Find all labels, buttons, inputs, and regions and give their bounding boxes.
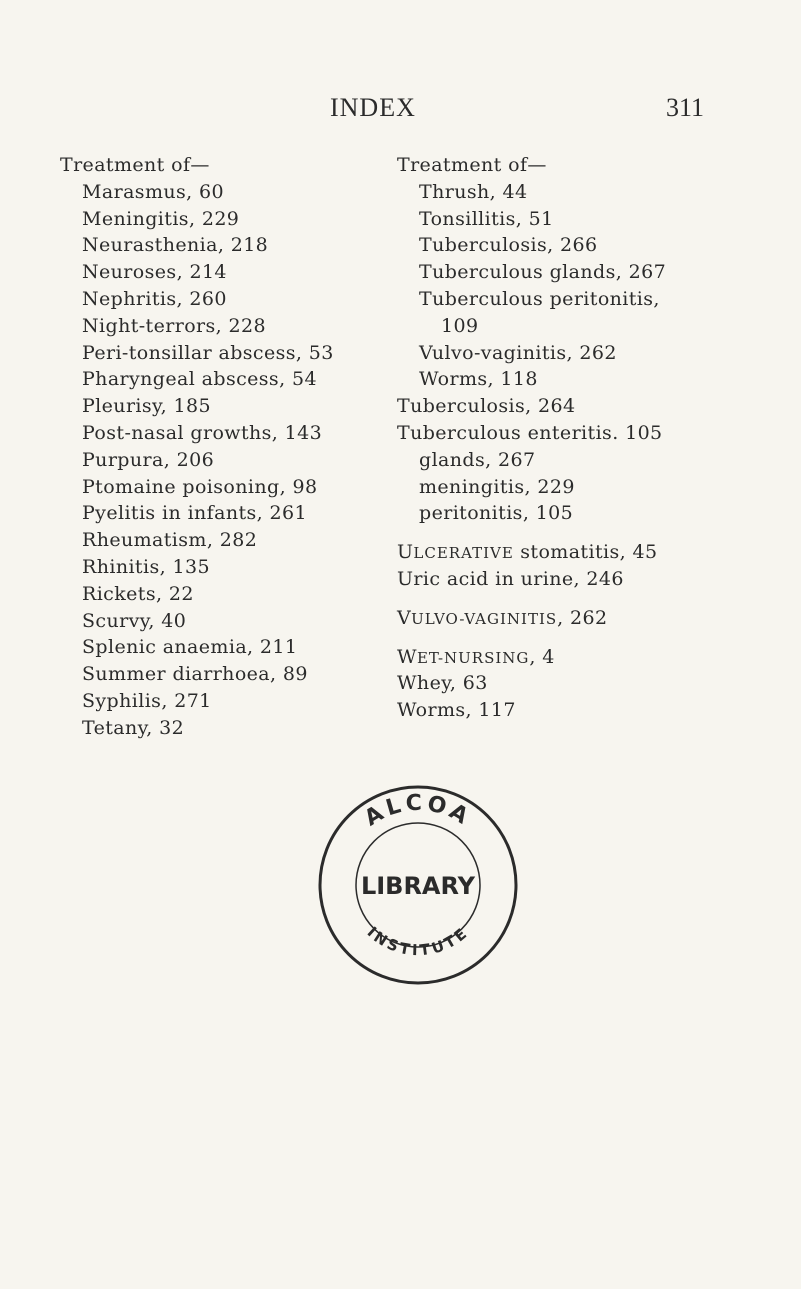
stamp-center-text: LIBRARY xyxy=(360,872,476,900)
stamp-bottom-text: INSTITUTE xyxy=(363,923,473,960)
index-entry: Marasmus, 60 xyxy=(82,180,225,203)
index-entry: Summer diarrhoea, 89 xyxy=(82,663,308,686)
index-entry: Syphilis, 271 xyxy=(82,689,212,712)
index-entry: Tuberculous glands, 267 xyxy=(419,261,667,284)
library-stamp-graphic xyxy=(303,770,533,1000)
entry-tail: , 262 xyxy=(557,606,608,629)
index-entry: Rhinitis, 135 xyxy=(82,555,210,578)
index-entry: Worms, 117 xyxy=(397,699,516,722)
index-entry-continuation: 109 xyxy=(441,314,479,337)
index-entry: Tonsillitis, 51 xyxy=(419,207,554,230)
index-heading: Treatment of— xyxy=(60,154,210,176)
index-entry-letter-w xyxy=(397,644,727,671)
index-column-right xyxy=(397,152,727,724)
index-entry: Whey, 63 xyxy=(397,672,488,695)
index-entry: Uric acid in urine, 246 xyxy=(397,567,624,590)
small-caps-rest: LCERATIVE xyxy=(413,544,514,563)
running-head: INDEX xyxy=(330,93,416,122)
small-caps-initial: W xyxy=(397,645,417,668)
index-entry-letter-u xyxy=(397,539,727,566)
index-entry: Purpura, 206 xyxy=(82,448,215,471)
index-column-left xyxy=(60,152,380,742)
entry-tail: stomatitis, 45 xyxy=(513,541,658,564)
index-subentry: peritonitis, 105 xyxy=(419,502,574,525)
small-caps-initial: U xyxy=(397,541,414,564)
stamp-top-text: ALCOA xyxy=(360,790,476,832)
index-entry: Rickets, 22 xyxy=(82,582,194,605)
index-entry: Neuroses, 214 xyxy=(82,261,227,284)
index-entry: Thrush, 44 xyxy=(419,180,528,203)
index-entry: Tuberculosis, 266 xyxy=(419,234,598,257)
index-entry: Tetany, 32 xyxy=(82,716,185,739)
small-caps-initial: V xyxy=(397,606,412,629)
index-heading: Treatment of— xyxy=(397,154,547,176)
entry-tail: , 4 xyxy=(529,645,555,668)
index-entry: Tuberculous enteritis. 105 xyxy=(397,421,663,444)
index-entry: Post-nasal growths, 143 xyxy=(82,421,323,444)
index-entry: Peri-tonsillar abscess, 53 xyxy=(82,341,334,364)
index-entry: Pleurisy, 185 xyxy=(82,395,212,418)
page-number: 311 xyxy=(666,93,705,122)
small-caps-rest: ET-NURSING xyxy=(416,648,530,667)
index-subentry: glands, 267 xyxy=(419,448,536,471)
index-entry: Ptomaine poisoning, 98 xyxy=(82,475,318,498)
index-entry: Night-terrors, 228 xyxy=(82,314,267,337)
library-stamp xyxy=(303,770,533,1000)
small-caps-rest: ULVO-VAGINITIS xyxy=(411,609,558,628)
index-entry: Rheumatism, 282 xyxy=(82,529,258,552)
index-entry: Vulvo-vaginitis, 262 xyxy=(419,341,617,364)
index-entry: Splenic anaemia, 211 xyxy=(82,636,298,659)
index-entry: Nephritis, 260 xyxy=(82,287,227,310)
index-entry: Pharyngeal abscess, 54 xyxy=(82,368,317,391)
index-entry: Meningitis, 229 xyxy=(82,207,240,230)
page-header xyxy=(0,93,801,133)
index-entry: Neurasthenia, 218 xyxy=(82,234,269,257)
index-entry: Tuberculosis, 264 xyxy=(397,395,576,418)
index-subentry: meningitis, 229 xyxy=(419,475,575,498)
index-entry: Worms, 118 xyxy=(419,368,538,391)
index-entry: Pyelitis in infants, 261 xyxy=(82,502,308,525)
index-entry: Scurvy, 40 xyxy=(82,609,187,632)
index-entry-letter-v xyxy=(397,605,727,632)
index-entry: Tuberculous peritonitis, xyxy=(419,287,660,310)
